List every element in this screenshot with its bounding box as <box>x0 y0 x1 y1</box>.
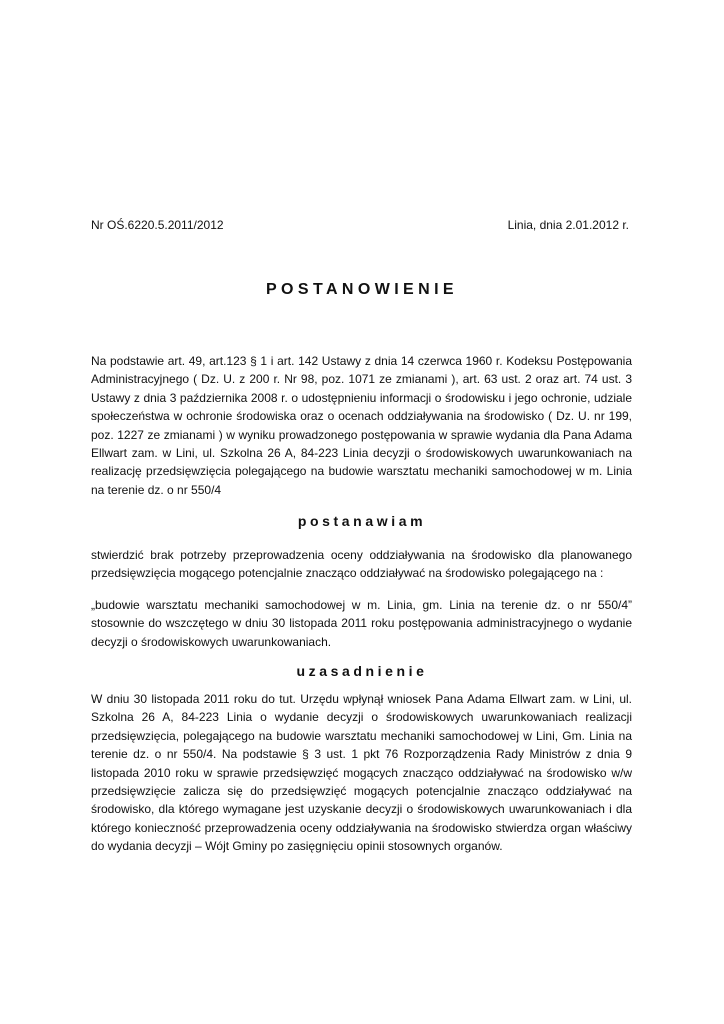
project-description-paragraph: „budowie warsztatu mechaniki samochodowej w m. Linia, gm. Linia na terenie dz. o nr 550/4” stosownie do wszczętego w dniu 30 listopada 2011 roku postępowania administracyjnego o wydanie decyzji o środowiskowych uwarunkowaniach. <box>91 598 632 649</box>
place-and-date: Linia, dnia 2.01.2012 r. <box>507 218 629 232</box>
document-title: POSTANOWIENIE <box>265 281 459 298</box>
legal-basis-paragraph: Na podstawie art. 49, art.123 § 1 i art. 142 Ustawy z dnia 14 czerwca 1960 r. Kodeksu Postępowania Administracyjnego ( Dz. U. z 200 r. Nr 98, poz. 1071 ze zmianami ), art. 63 ust. 2 oraz art. 74 ust. 3 Ustawy z dnia 3 października 2008 r. o udostępnieniu informacji o środowisku i jego ochronie, udziale społeczeństwa w ochronie środowiska oraz o ocenach oddziaływania na środowisko ( Dz. U. nr 199, poz. 1227 ze zmianami ) w wyniku prowadzonego postępowania w sprawie wydania dla Pana Adama Ellwart zam. w Lini, ul. Szkolna 26 A, 84-223 Linia decyzji o środowiskowych uwarunkowaniach na realizację przedsięwzięcia polegającego na budowie warsztatu mechaniki samochodowej w m. Linia na terenie dz. o nr 550/4 <box>91 354 632 497</box>
reference-number: Nr OŚ.6220.5.2011/2012 <box>91 218 224 232</box>
justification-paragraph: W dniu 30 listopada 2011 roku do tut. Urzędu wpłynął wniosek Pana Adama Ellwart zam. w Lini, ul. Szkolna 26 A, 84-223 Linia o wydanie decyzji o środowiskowych uwarunkowaniach realizacji przedsięwzięcia, polegającego na budowie warsztatu mechaniki samochodowej w Lini, Gm. Linia na terenie dz. o nr 550/4. Na podstawie § 3 ust. 1 pkt 76 Rozporządzenia Rady Ministrów z dnia 9 listopada 2010 roku w sprawie przedsięwzięć mogących znacząco oddziaływać na środowisko w/w przedsięwzięcie zalicza się do przedsięwzięć mogących potencjalnie znacząco oddziaływać na środowisko, dla którego wymagane jest uzyskanie decyzji o środowiskowych uwarunkowaniach i dla którego konieczność przeprowadzenia oceny oddziaływania na środowisko stwierdza organ właściwy do wydania decyzji – Wójt Gminy po zasięgnięciu opinii stosownych organów. <box>91 692 632 854</box>
decision-heading: postanawiam <box>297 513 427 529</box>
decision-paragraph: stwierdzić brak potrzeby przeprowadzenia oceny oddziaływania na środowisko dla planowanego przedsięwzięcia mogącego potencjalnie znacząco oddziaływać na środowisko polegającego na : <box>91 548 632 581</box>
justification-heading: uzasadnienie <box>296 663 428 679</box>
document-header <box>91 218 629 232</box>
